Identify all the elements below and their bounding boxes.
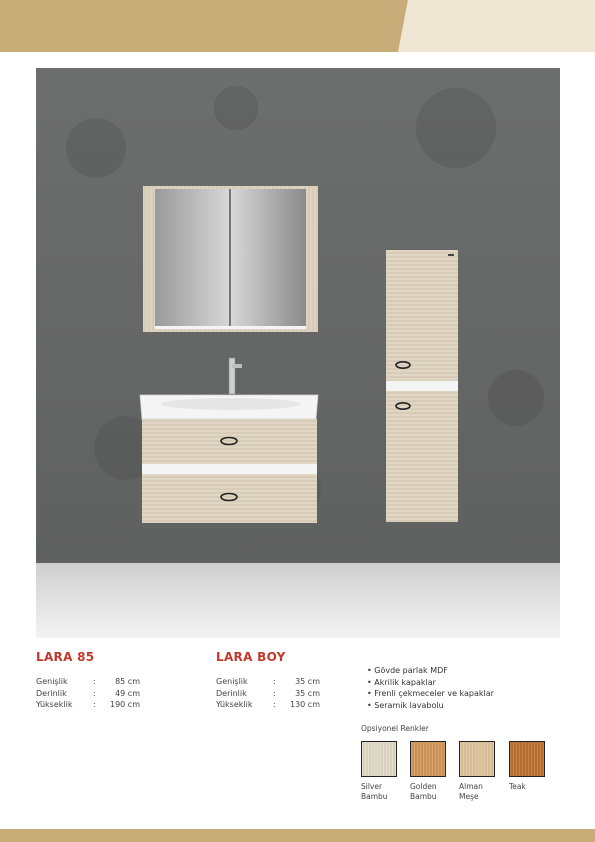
swatch-label-alman-mese: Alman Meşe [459,782,483,801]
spec-value: 85 cm [115,677,140,686]
color-swatch-silver-bambu [361,741,397,777]
spec-row-width [36,676,146,688]
spec-label: Derinlik [36,688,67,698]
swatch-label-teak: Teak [509,782,526,791]
spec-row-depth [216,688,326,700]
product-specs-lara-85 [36,676,146,711]
feature-list [367,665,494,711]
spec-label: Derinlik [216,688,247,698]
top-decorative-bar [0,0,595,52]
spec-label: Genişlik [216,677,248,686]
product-specs-lara-boy [216,676,326,711]
spec-value: 35 cm [295,677,320,686]
spec-value: 130 cm [289,700,320,709]
feature-item: • Gövde parlak MDF [367,666,448,675]
spec-separator: : [93,677,96,686]
mirror-cabinet [143,186,318,332]
vanity-unit [142,419,317,523]
spec-row-depth [36,688,146,700]
tall-cabinet [386,250,458,522]
spec-separator: : [273,700,276,709]
bottom-decorative-bar [0,829,595,842]
product-title-lara-boy: LARA BOY [216,650,286,664]
spec-value: 35 cm [295,688,320,698]
product-photo [36,68,560,638]
spec-row-height [36,699,146,711]
feature-item: • Frenli çekmeceler ve kapaklar [367,689,494,698]
color-swatch-teak [509,741,545,777]
optional-colors-title: Opsiyonel Renkler [361,724,429,733]
spec-row-width [216,676,326,688]
spec-label: Genişlik [36,677,68,686]
swatch-label-silver-bambu: Silver Bambu [361,782,388,801]
spec-separator: : [273,688,276,698]
swatch-label-golden-bambu: Golden Bambu [410,782,437,801]
color-swatch-golden-bambu [410,741,446,777]
product-title-lara-85: LARA 85 [36,650,95,664]
spec-value: 49 cm [115,688,140,698]
spec-separator: : [93,688,96,698]
color-swatch-alman-mese [459,741,495,777]
feature-item: • Seramik lavabolu [367,700,444,710]
feature-item: • Akrilik kapaklar [367,677,436,687]
spec-row-height [216,699,326,711]
spec-separator: : [273,677,276,686]
spec-value: 190 cm [109,700,140,709]
spec-separator: : [93,700,96,709]
spec-label: Yükseklik [216,700,253,709]
spec-label: Yükseklik [36,700,73,709]
